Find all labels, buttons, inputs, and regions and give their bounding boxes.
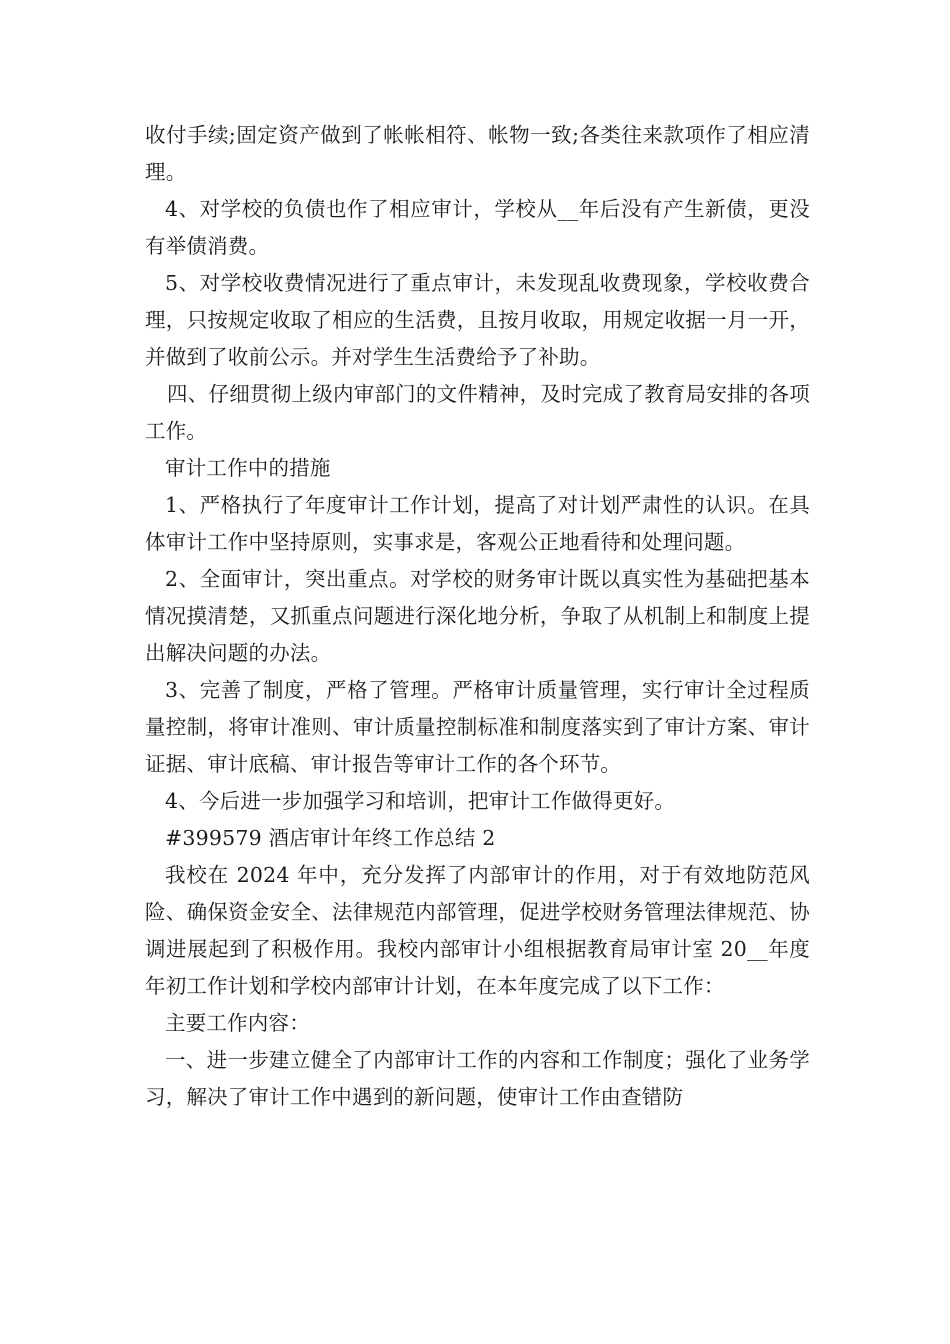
paragraph-intro-2: 我校在 2024 年中，充分发挥了内部审计的作用，对于有效地防范风险、确保资金安全、法律规范内部管理，促进学校财务管理法律规范、协调进展起到了积极作用。我校内部审计小组根据教育局审计室 20__年度年初工作计划和学校内部审计计划，在本年度完成了以下工作： bbox=[145, 863, 810, 998]
section-heading-main-work: 主要工作内容： bbox=[165, 1011, 310, 1035]
paragraph-debt-audit: 4、对学校的负债也作了相应审计，学校从__年后没有产生新债，更没有举债消费。 bbox=[145, 197, 810, 258]
section-heading-measures: 审计工作中的措施 bbox=[165, 456, 331, 480]
paragraph-measure-3: 3、完善了制度，严格了管理。严格审计质量管理，实行审计全过程质量控制，将审计准则、审计质量控制标准和制度落实到了审计方案、审计证据、审计底稿、审计报告等审计工作的各个环节。 bbox=[145, 678, 810, 776]
document-title-2: #399579 酒店审计年终工作总结 2 bbox=[165, 826, 496, 850]
paragraph-measure-4: 4、今后进一步加强学习和培训，把审计工作做得更好。 bbox=[165, 789, 676, 813]
paragraph-settlement: 收付手续;固定资产做到了帐帐相符、帐物一致;各类往来款项作了相应清理。 bbox=[145, 123, 810, 184]
paragraph-section-four: 四、仔细贯彻上级内审部门的文件精神，及时完成了教育局安排的各项工作。 bbox=[145, 382, 810, 443]
paragraph-fee-audit: 5、对学校收费情况进行了重点审计，未发现乱收费现象，学校收费合理，只按规定收取了相应的生活费，且按月收取，用规定收据一月一开，并做到了收前公示。并对学生生活费给予了补助。 bbox=[145, 271, 810, 369]
paragraph-measure-1: 1、严格执行了年度审计工作计划，提高了对计划严肃性的认识。在具体审计工作中坚持原则，实事求是，客观公正地看待和处理问题。 bbox=[145, 493, 810, 554]
document-body bbox=[145, 117, 810, 1116]
paragraph-measure-2: 2、全面审计，突出重点。对学校的财务审计既以真实性为基础把基本情况摸清楚，又抓重点问题进行深化地分析，争取了从机制上和制度上提出解决问题的办法。 bbox=[145, 567, 810, 665]
paragraph-section-one: 一、进一步建立健全了内部审计工作的内容和工作制度；强化了业务学习，解决了审计工作中遇到的新问题，使审计工作由查错防 bbox=[145, 1048, 810, 1109]
